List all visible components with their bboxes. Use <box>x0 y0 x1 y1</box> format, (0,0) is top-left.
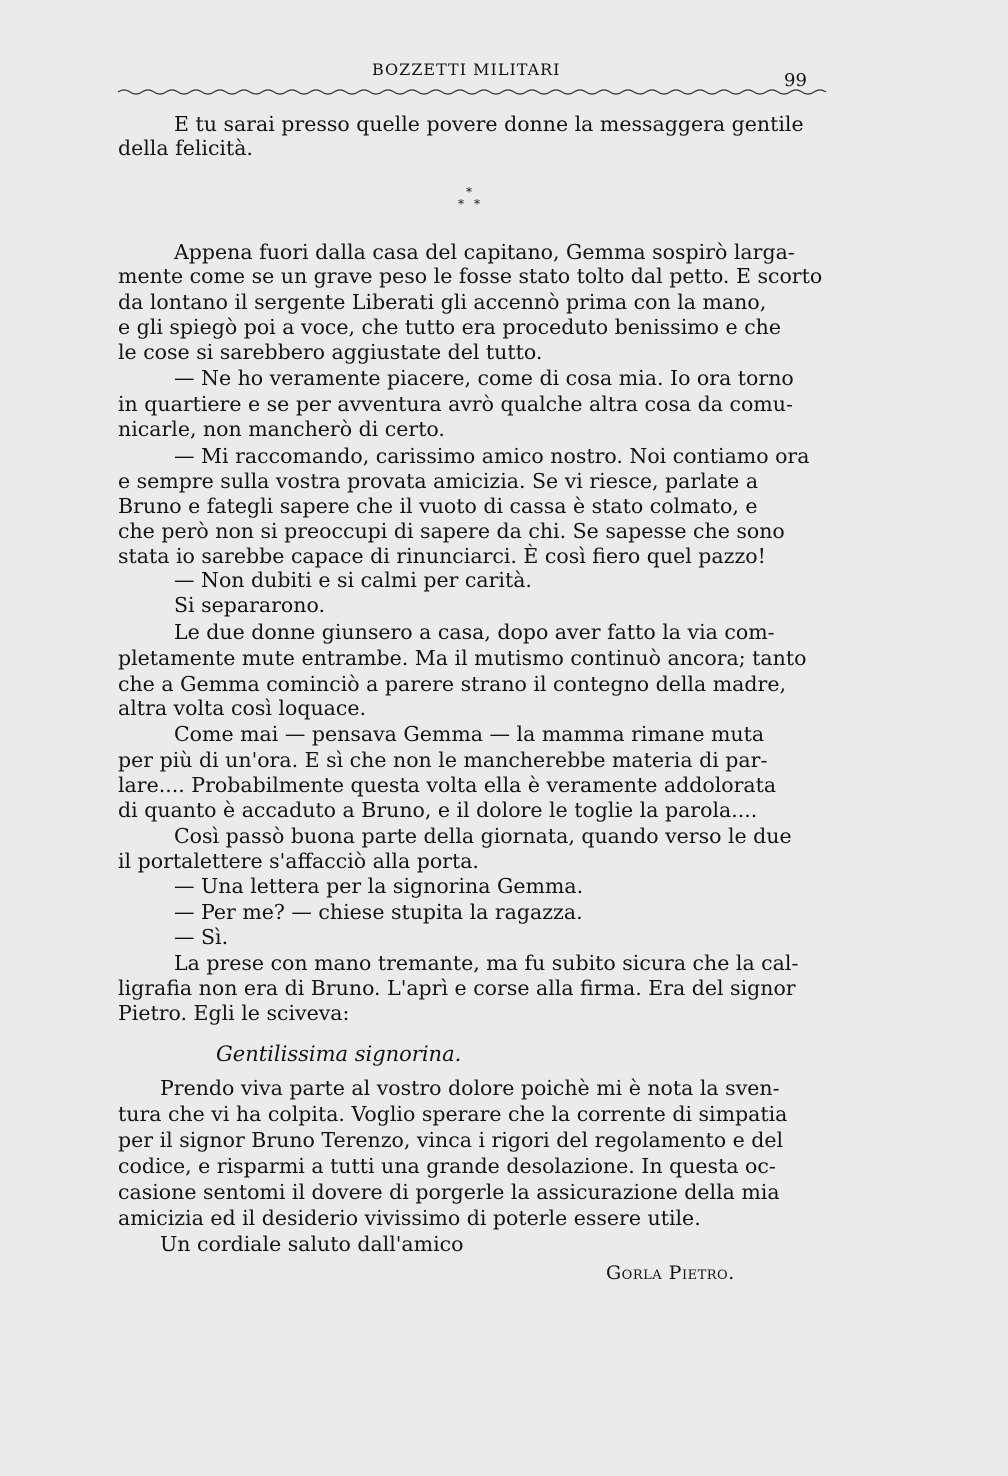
text-line: Si separarono. <box>174 593 325 617</box>
text-line: il portalettere s'affacciò alla porta. <box>118 849 479 873</box>
letter-salutation: Gentilissima signorina. <box>216 1042 462 1066</box>
text-line: da lontano il sergente Liberati gli accennò prima con la mano, <box>118 290 767 314</box>
text-line: per più di un'ora. E sì che non le mancherebbe materia di par- <box>118 748 768 772</box>
letter-line: tura che vi ha colpita. Voglio sperare che la corrente di simpatia <box>118 1102 788 1126</box>
letter-line: Un cordiale saluto dall'amico <box>160 1232 464 1256</box>
decorative-wavy-rule <box>118 84 830 98</box>
section-break-asterism <box>452 186 488 222</box>
text-line: altra volta così loquace. <box>118 696 367 720</box>
text-line: e gli spiegò poi a voce, che tutto era proceduto benissimo e che <box>118 315 782 339</box>
text-line: E tu sarai presso quelle povere donne la messaggera gentile <box>174 112 804 136</box>
text-line: di quanto è accaduto a Bruno, e il dolore le toglie la parola.... <box>118 798 758 822</box>
page-number: 99 <box>784 70 807 91</box>
text-line: — Non dubiti e si calmi per carità. <box>174 568 532 592</box>
text-line: lare.... Probabilmente questa volta ella è veramente addolorata <box>118 773 777 797</box>
text-line: — Mi raccomando, carissimo amico nostro. Noi contiamo ora <box>174 444 810 468</box>
text-line: nicarle, non mancherò di certo. <box>118 417 445 441</box>
text-line: in quartiere e se per avventura avrò qualche altra cosa da comu- <box>118 392 793 416</box>
text-line: Così passò buona parte della giornata, quando verso le due <box>174 824 792 848</box>
text-line: stata io sarebbe capace di rinunciarci. È così fiero quel pazzo! <box>118 544 766 568</box>
asterisk-top: * <box>466 185 472 199</box>
text-line: e sempre sulla vostra provata amicizia. Se vi riesce, parlate a <box>118 469 759 493</box>
text-line: che a Gemma cominciò a parere strano il contegno della madre, <box>118 672 786 696</box>
letter-line: per il signor Bruno Terenzo, vinca i rigori del regolamento e del <box>118 1128 784 1152</box>
text-line: mente come se un grave peso le fosse stato tolto dal petto. E scorto <box>118 264 823 288</box>
text-line: — Ne ho veramente piacere, come di cosa mia. Io ora torno <box>174 366 794 390</box>
text-line: La prese con mano tremante, ma fu subito sicura che la cal- <box>174 951 799 975</box>
running-head: BOZZETTI MILITARI <box>372 60 561 79</box>
letter-signature: Gorla Pietro. <box>606 1262 735 1284</box>
text-line: — Sì. <box>174 925 229 949</box>
text-line: della felicità. <box>118 136 253 160</box>
letter-line: Prendo viva parte al vostro dolore poichè mi è nota la sven- <box>160 1076 780 1100</box>
text-line: Appena fuori dalla casa del capitano, Gemma sospirò larga- <box>174 240 795 264</box>
text-line: — Una lettera per la signorina Gemma. <box>174 874 584 898</box>
text-line: le cose si sarebbero aggiustate del tutto. <box>118 340 543 364</box>
asterisk-left: * <box>458 197 464 211</box>
text-line: che però non si preoccupi di sapere da chi. Se sapesse che sono <box>118 519 785 543</box>
text-line: pletamente mute entrambe. Ma il mutismo continuò ancora; tanto <box>118 646 807 670</box>
asterisk-right: * <box>474 197 480 211</box>
text-line: Le due donne giunsero a casa, dopo aver fatto la via com- <box>174 620 775 644</box>
letter-line: amicizia ed il desiderio vivissimo di poterle essere utile. <box>118 1206 701 1230</box>
text-line: ligrafia non era di Bruno. L'aprì e corse alla firma. Era del signor <box>118 976 796 1000</box>
letter-line: codice, e risparmi a tutti una grande desolazione. In questa oc- <box>118 1154 776 1178</box>
text-line: — Per me? — chiese stupita la ragazza. <box>174 900 583 924</box>
text-line: Bruno e fategli sapere che il vuoto di cassa è stato colmato, e <box>118 494 758 518</box>
text-line: Pietro. Egli le sciveva: <box>118 1001 350 1025</box>
letter-line: casione sentomi il dovere di porgerle la assicurazione della mia <box>118 1180 780 1204</box>
text-line: Come mai — pensava Gemma — la mamma rimane muta <box>174 722 765 746</box>
